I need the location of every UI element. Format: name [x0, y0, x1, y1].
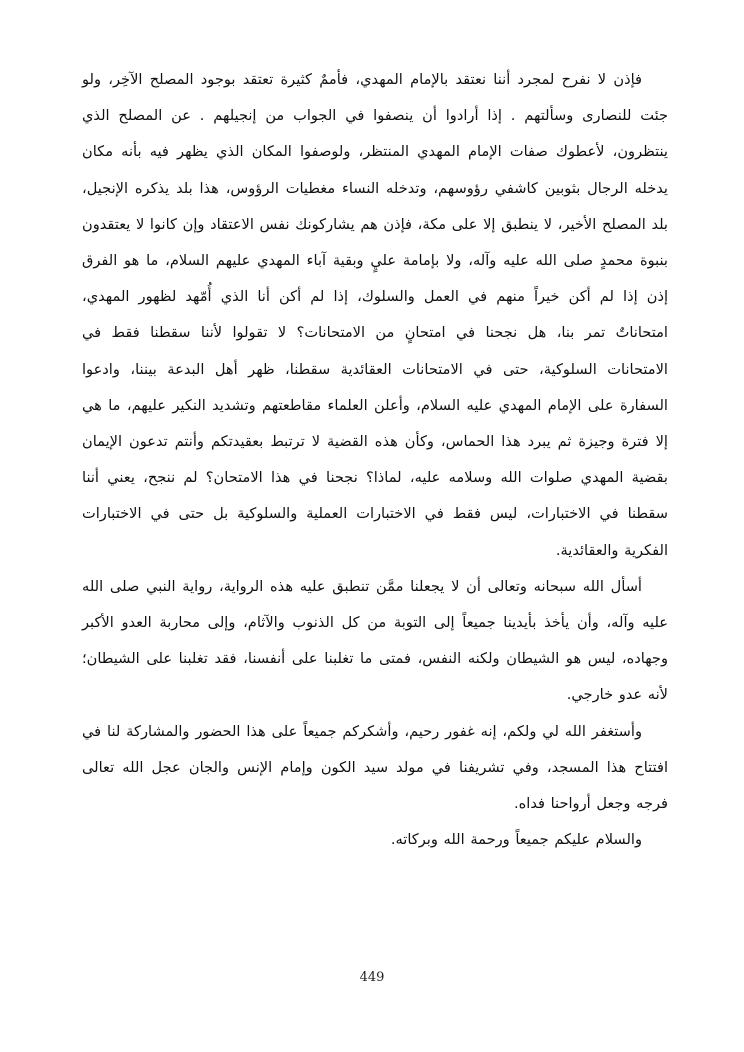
page-number: 449 [359, 970, 385, 985]
paragraph-main: فإذن لا نفرح لمجرد أننا نعتقد بالإمام المهدي، فأممٌ كثيرة تعتقد بوجود المصلح الآخِر، ولو جئت للنصارى وسألتهم . إذا أرادوا أن ينصفوا في الجواب من إنجيلهم . عن المصلح الذي ينتظرون، لأعطوك صفات الإمام المهدي المنتظر، ولوصفوا المكان الذي يظهر فيه بأنه مكان يدخله الرجال بثوبين كاشفي رؤوسهم، وتدخله النساء مغطيات الرؤوس، هذا بلد يذكره الإنجيل، بلد المصلح الأخير، لا ينطبق إلا على مكة، فإذن هم يشاركونك نفس الاعتقاد وإن كانوا لا يعتقدون بنبوة محمدٍ صلى الله عليه وآله، ولا بإمامة عليٍ وبقية آباء المهدي عليهم السلام، ما هو الفرق إذن إذا لم أكن خيراً منهم في العمل والسلوك، إذا لم أكن أنا الذي أُمّهد لظهور المهدي، امتحاناتٌ تمر بنا، هل نجحنا في امتحانٍ من الامتحانات؟ لا تقولوا لأننا سقطنا فقط في الامتحانات السلوكية، حتى في الامتحانات العقائدية سقطنا، ظهر أهل البدعة بيننا، وادعوا السفارة على الإمام المهدي عليه السلام، وأعلن العلماء مقاطعتهم وتشديد النكير عليهم، ما هي إلا فترة وجيزة ثم يبرد هذا الحماس، وكأن هذه القضية لا ترتبط بعقيدتكم وأنتم تدعون الإيمان بقضية المهدي صلوات الله وسلامه عليه، لماذا؟ نجحنا في هذا الامتحان؟ لم ننجح، يعني أننا سقطنا في الاختبارات، ليس فقط في الاختبارات العملية والسلوكية بل حتى في الاختبارات الفكرية والعقائدية. [82, 71, 668, 559]
body-text [82, 62, 668, 858]
paragraph-closing-thanks: وأستغفر الله لي ولكم، إنه غفور رحيم، وأشكركم جميعاً على هذا الحضور والمشاركة لنا في افتتاح هذا المسجد، وفي تشريفنا في مولد سيد الكون وإمام الإنس والجان عجل الله تعالى فرجه وجعل أرواحنا فداه. [82, 722, 668, 813]
paragraph-salutation: والسلام عليكم جميعاً ورحمة الله وبركاته. [390, 831, 642, 849]
paragraph-supplication: أسأل الله سبحانه وتعالى أن لا يجعلنا ممَّن تنطبق عليه هذه الرواية، رواية النبي صلى الله عليه وآله، وأن يأخذ بأيدينا جميعاً إلى التوبة من كل الذنوب والآثام، وإلى محاربة العدو الأكبر وجهاده، ليس هو الشيطان ولكنه النفس، فمتى ما تغلبنا على أنفسنا، فقد تغلبنا على الشيطان؛ لأنه عدو خارجي. [82, 577, 668, 704]
